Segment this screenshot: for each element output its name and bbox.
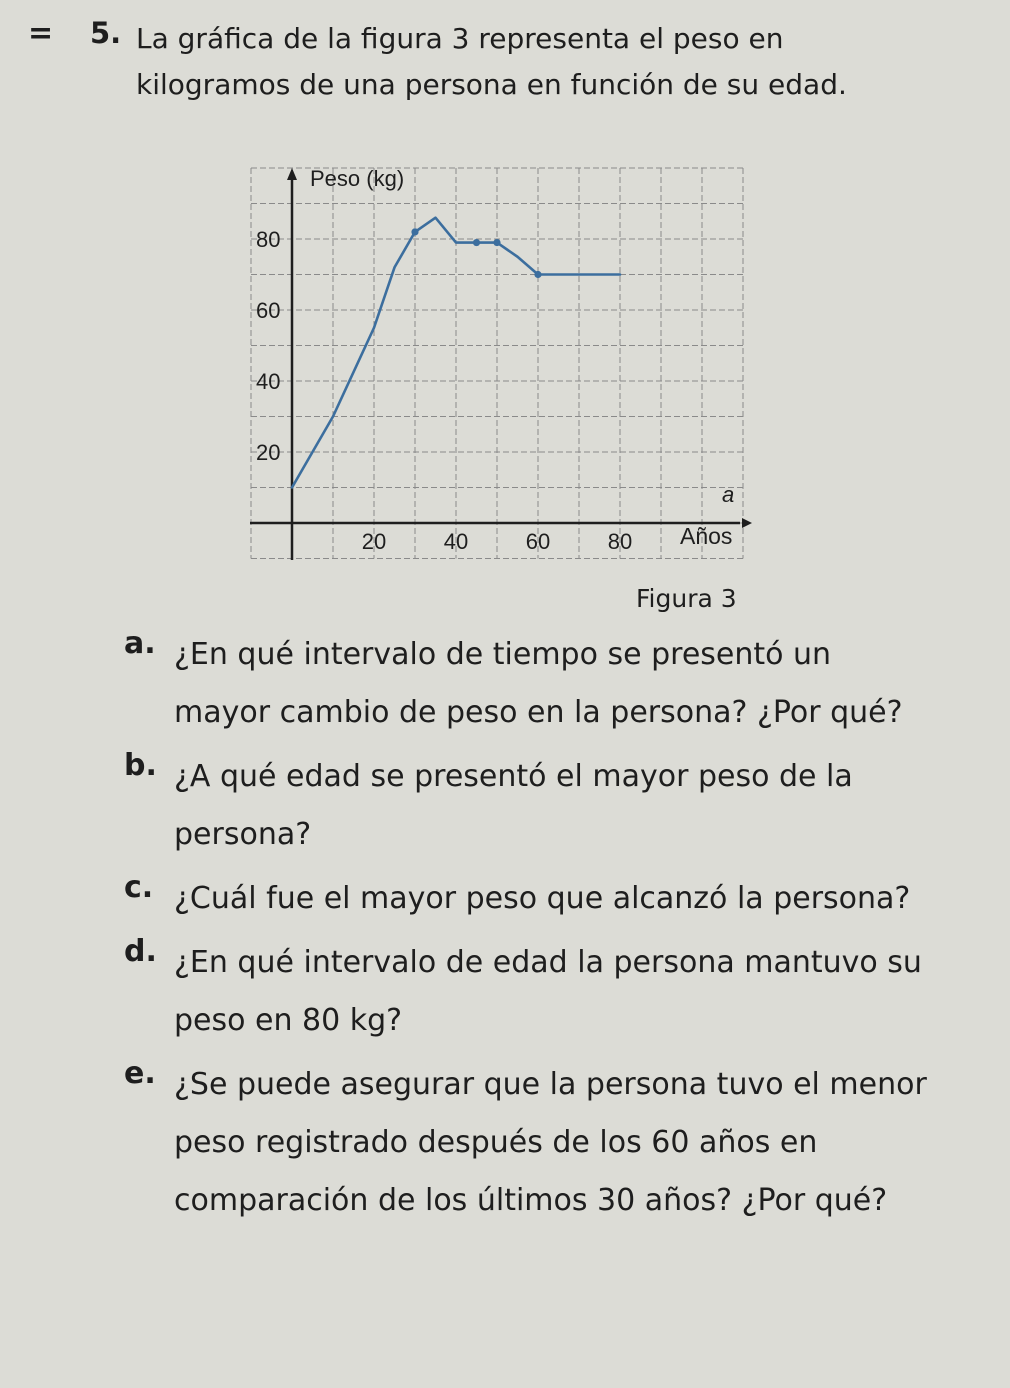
y-tick-label: 40 [256, 369, 281, 394]
question-item [110, 748, 930, 864]
question-letter: c. [124, 870, 154, 905]
y-axis-arrow [287, 168, 297, 180]
problem-statement: La gráfica de la figura 3 representa el peso en kilogramos de una persona en función de su edad. [136, 22, 847, 101]
problem-marker: = [28, 16, 52, 51]
y-tick-label: 80 [256, 227, 281, 252]
question-text: ¿En qué intervalo de tiempo se presentó un mayor cambio de peso en la persona? ¿Por qué? [174, 637, 903, 730]
chart-tick-labels [256, 227, 632, 554]
figure-caption: Figura 3 [636, 584, 737, 613]
data-point [493, 239, 500, 246]
question-letter: d. [124, 934, 157, 969]
weight-age-chart [240, 160, 760, 570]
question-item [110, 870, 930, 928]
question-text: ¿Se puede asegurar que la persona tuvo el menor peso registrado después de los 60 años en comparación de los últimos 30 años? ¿Por qué? [174, 1067, 927, 1218]
question-letter: e. [124, 1056, 156, 1091]
x-axis-arrow [742, 518, 752, 528]
data-point [473, 239, 480, 246]
x-tick-label: 20 [361, 529, 387, 554]
question-text: ¿A qué edad se presentó el mayor peso de la persona? [174, 759, 853, 852]
problem-number: 5. [90, 16, 122, 50]
data-point [534, 271, 541, 278]
chart-grid [251, 168, 743, 559]
question-text: ¿Cuál fue el mayor peso que alcanzó la persona? [174, 881, 911, 916]
question-item [110, 626, 930, 742]
x-axis-variable-label: a [722, 482, 735, 507]
x-tick-label: 80 [607, 529, 633, 554]
x-tick-label: 60 [525, 529, 551, 554]
data-point [411, 228, 418, 235]
x-axis-label: Años [680, 523, 733, 549]
question-text: ¿En qué intervalo de edad la persona mantuvo su peso en 80 kg? [174, 945, 922, 1038]
question-letter: a. [124, 626, 156, 661]
y-tick-label: 60 [256, 298, 281, 323]
question-letter: b. [124, 748, 157, 783]
x-tick-label: 40 [443, 529, 469, 554]
question-item [110, 934, 930, 1050]
question-item [110, 1056, 930, 1230]
question-list [110, 626, 930, 1236]
y-axis-label: Peso (kg) [310, 166, 405, 191]
y-tick-label: 20 [256, 440, 281, 465]
chart-axes [250, 168, 752, 560]
